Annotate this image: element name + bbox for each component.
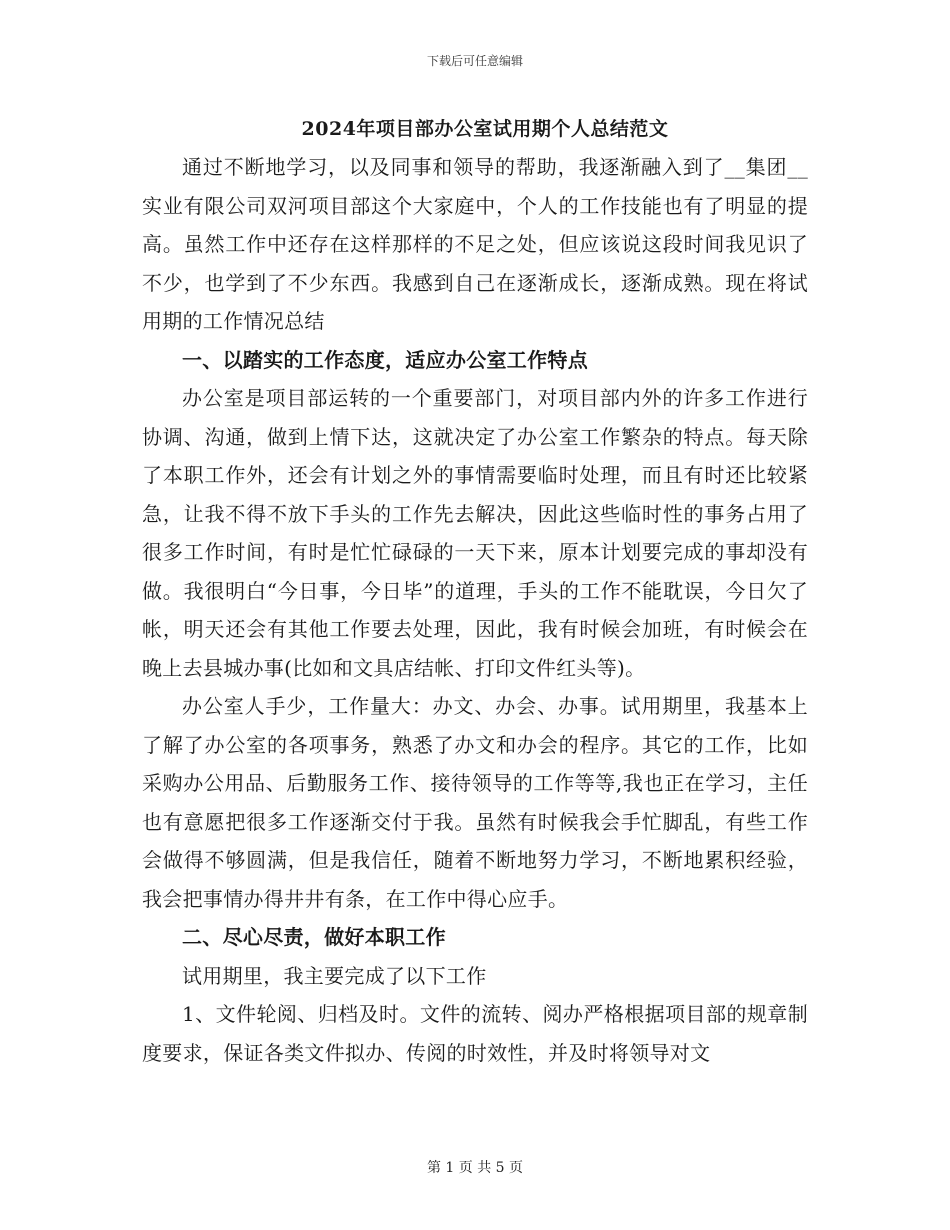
section-heading-1: 一、以踏实的工作态度，适应办公室工作特点 [182, 347, 588, 372]
paragraph-office-work: 办公室是项目部运转的一个重要部门，对项目部内外的许多工作进行协调、沟通，做到上情下达，这就决定了办公室工作繁杂的特点。每天除了本职工作外，还会有计划之外的事情需要临时处理，而且有时还比较紧急，让我不得不放下手头的工作先去解决，因此这些临时性的事务占用了很多工作时间，有时是忙忙碌碌的一天下来，原本计划要完成的事却没有做。我很明白“今日事，今日毕”的道理，手头的工作不能耽误，今日欠了帐，明天还会有其他工作要去处理，因此，我有时候会加班，有时候会在晚上去县城办事(比如和文具店结帐、打印文件红头等)。 [142, 386, 808, 680]
header-note: 下载后可任意编辑 [426, 54, 523, 68]
document-body [142, 110, 808, 1072]
paragraph-intro: 通过不断地学习，以及同事和领导的帮助，我逐渐融入到了__集团__实业有限公司双河项目部这个大家庭中，个人的工作技能也有了明显的提高。虽然工作中还存在这样那样的不足之处，但应该说这段时间我见识了不少，也学到了不少东西。我感到自己在逐渐成长，逐渐成熟。现在将试用期的工作情况总结 [142, 155, 808, 333]
paragraph-tasks-intro: 试用期里，我主要完成了以下工作 [182, 963, 487, 988]
section-heading-2: 二、尽心尽责，做好本职工作 [182, 925, 446, 949]
paragraph-office-staffing: 办公室人手少，工作量大：办文、办会、办事。试用期里，我基本上了解了办公室的各项事务，熟悉了办文和办会的程序。其它的工作，比如采购办公用品、后勤服务工作、接待领导的工作等等,我也正在学习，主任也有意愿把很多工作逐渐交付于我。虽然有时候我会手忙脚乱，有些工作会做得不够圆满，但是我信任，随着不断地努力学习，不断地累积经验，我会把事情办得井井有条，在工作中得心应手。 [142, 694, 808, 911]
document-title: 2024年项目部办公室试用期个人总结范文 [301, 118, 669, 140]
page-number: 第 1 页 共 5 页 [426, 1160, 524, 1176]
paragraph-task-1: 1、文件轮阅、归档及时。文件的流转、阅办严格根据项目部的规章制度要求，保证各类文件拟办、传阅的时效性，并及时将领导对文 [142, 1002, 808, 1065]
